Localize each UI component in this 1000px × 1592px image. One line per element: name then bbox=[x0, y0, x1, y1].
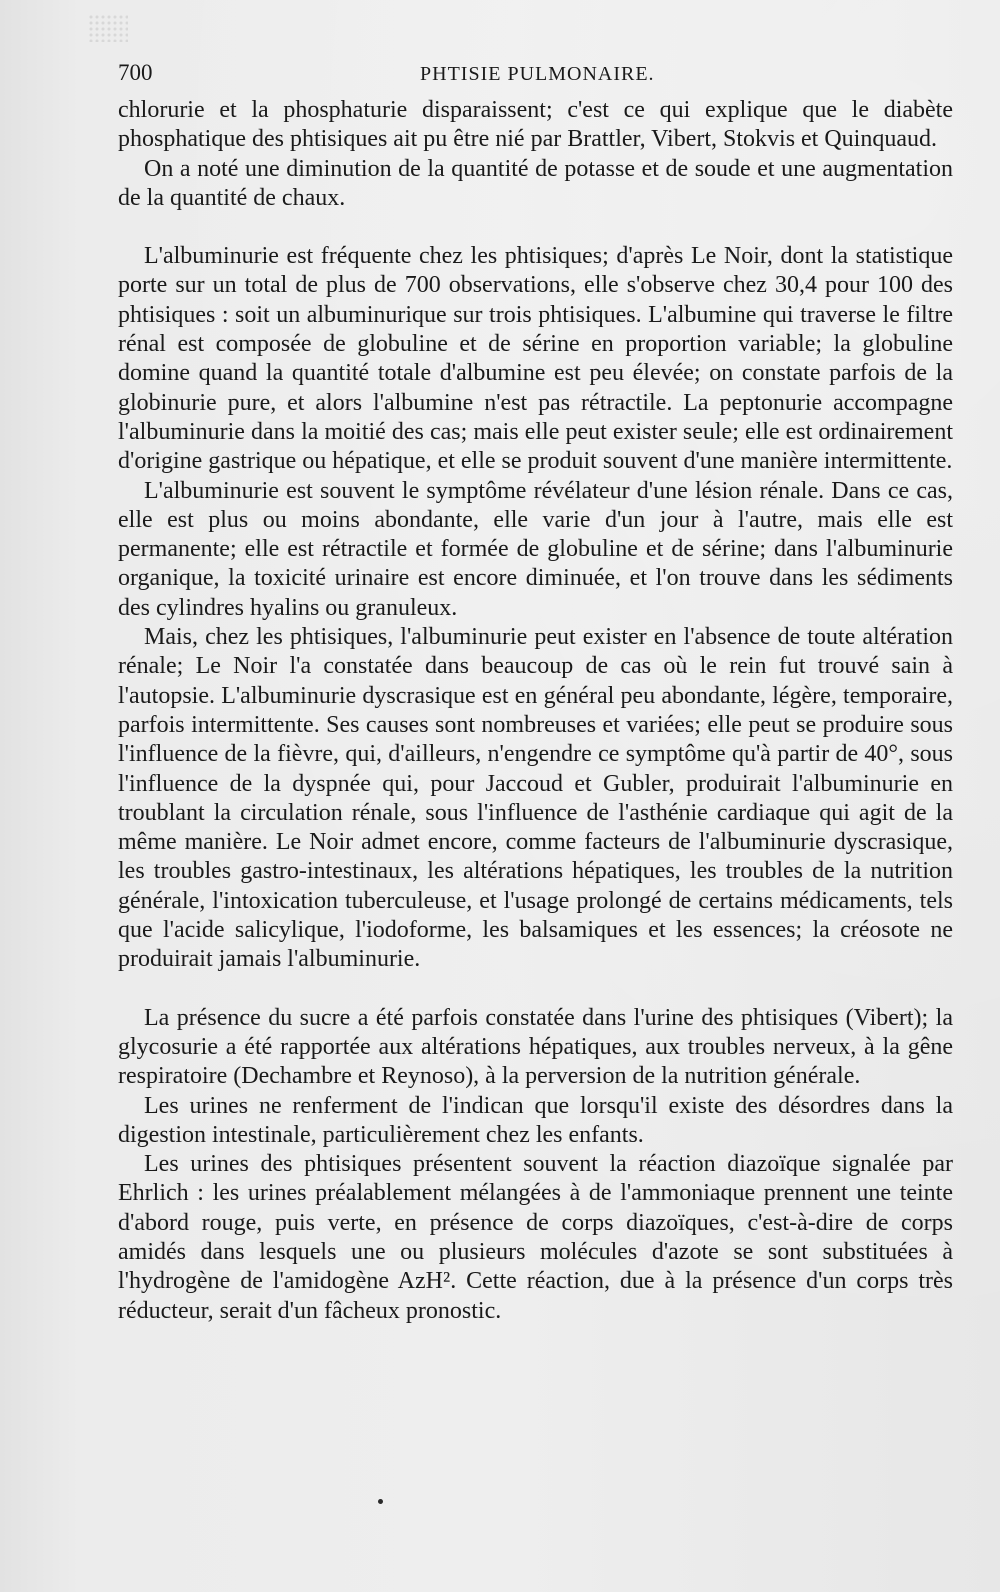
page-header bbox=[118, 60, 948, 90]
ink-dot bbox=[378, 1499, 383, 1504]
paragraph: Mais, chez les phtisiques, l'albuminurie peut exister en l'absence de toute altération rénale; Le Noir l'a constatée dans beaucoup de cas où le rein fut trouvé sain à l'autopsie. L'albuminurie dyscrasique est en général peu abondante, légère, temporaire, parfois intermittente. Ses causes sont nombreuses et variées; elle peut se produire sous l'influence de la fièvre, qui, d'ailleurs, n'engendre ce symptôme qu'à partir de 40°, sous l'influence de la dyspnée qui, pour Jaccoud et Gubler, produirait l'albuminurie en troublant la circulation rénale, sous l'influence de l'asthénie cardiaque qui agit de la même manière. Le Noir admet encore, comme facteurs de l'albuminurie dyscrasique, les troubles gastro-intestinaux, les altérations hépatiques, les troubles de la nutrition générale, l'intoxication tuberculeuse, et l'usage prolongé de certains médicaments, tels que l'acide salicylique, l'iodoforme, les balsamiques et les essences; la créosote ne produirait jamais l'albuminurie. bbox=[118, 624, 953, 973]
paragraph: La présence du sucre a été parfois constatée dans l'urine des phtisiques (Vibert); la glycosurie a été rapportée aux altérations hépatiques, aux troubles nerveux, à la gêne respiratoire (Dechambre et Reynoso), à la perversion de la nutrition générale. bbox=[118, 1004, 953, 1090]
page-body bbox=[118, 96, 953, 1326]
page-number: 700 bbox=[118, 60, 153, 85]
running-title: PHTISIE PULMONAIRE. bbox=[420, 63, 655, 85]
paragraph: Les urines ne renferment de l'indican que lorsqu'il existe des désordres dans la digestion intestinale, particulièrement chez les enfants. bbox=[118, 1092, 953, 1148]
paragraph: chlorurie et la phosphaturie disparaissent; c'est ce qui explique que le diabète phosphatique des phtisiques ait pu être nié par Brattler, Vibert, Stokvis et Quinquaud. bbox=[118, 97, 953, 153]
paragraph: L'albuminurie est souvent le symptôme révélateur d'une lésion rénale. Dans ce cas, elle est plus ou moins abondante, elle varie d'un jour à l'autre, mais elle est permanente; elle est rétractile et formée de globuline et de sérine; dans l'albuminurie organique, la toxicité urinaire est encore diminuée, et l'on trouve dans les sédiments des cylindres hyalins ou granuleux. bbox=[118, 477, 953, 621]
paragraph: On a noté une diminution de la quantité de potasse et de soude et une augmentation de la quantité de chaux. bbox=[118, 155, 953, 211]
paragraph: Les urines des phtisiques présentent souvent la réaction diazoïque signalée par Ehrlich : les urines préalablement mélangées à de l'ammoniaque prennent une teinte d'abord rouge, puis verte, en présence de corps diazoïques, c'est-à-dire de corps amidés dans lesquels une ou plusieurs molécules d'azote se sont substituées à l'hydrogène de l'amidogène AzH². Cette réaction, due à la présence d'un corps très réducteur, serait d'un fâcheux pronostic. bbox=[118, 1151, 953, 1324]
scan-speck bbox=[88, 14, 128, 42]
paragraph: L'albuminurie est fréquente chez les phtisiques; d'après Le Noir, dont la statistique porte sur un total de plus de 700 observations, elle s'observe chez 30,4 pour 100 des phtisiques : soit un albuminurique sur trois phtisiques. L'albumine qui traverse le filtre rénal est composée de globuline et de sérine en proportion variable; la globuline domine quand la quantité totale d'albumine est peu élevée; on constate parfois de la globinurie pure, et alors l'albumine n'est pas rétractile. La peptonurie accompagne l'albuminurie dans la moitié des cas; mais elle peut exister seule; elle est ordinairement d'origine gastrique ou hépatique, et elle se produit souvent d'une manière intermittente. bbox=[118, 243, 953, 475]
